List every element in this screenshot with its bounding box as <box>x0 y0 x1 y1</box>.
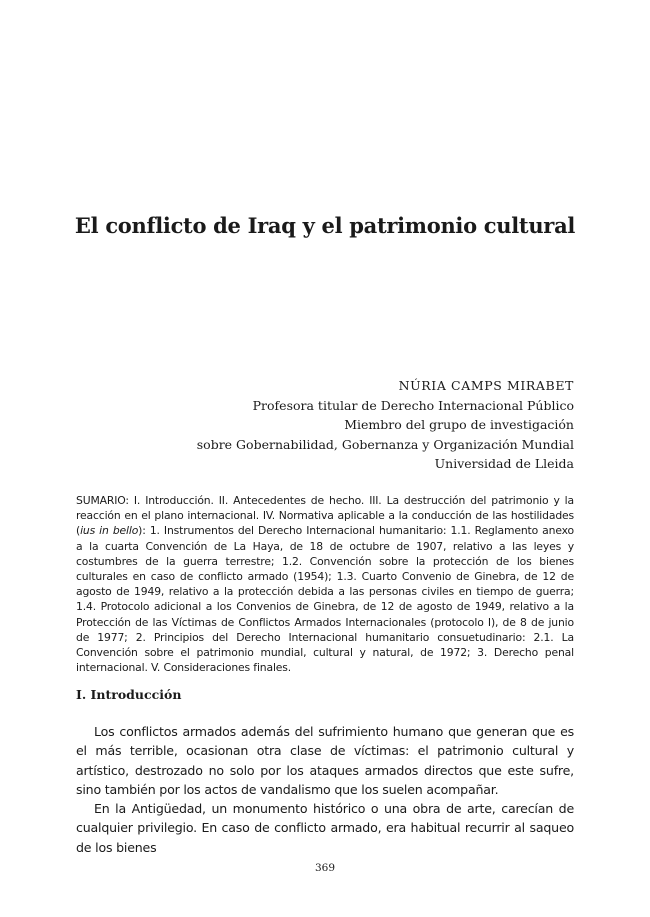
summary-italic-term: ius in bello <box>80 524 139 538</box>
summary-text: SUMARIO: I. Introducción. II. Antecedentes de hecho. III. La destrucción del patrimonio y la reacción en el plano internacional. IV. Normativa aplicable a la conducción de las hostilidades ( <box>76 494 574 538</box>
author-affiliation-line: sobre Gobernabilidad, Gobernanza y Organización Mundial <box>196 436 574 452</box>
section-body <box>76 722 574 857</box>
author-affiliation-line: Miembro del grupo de investigación <box>344 417 574 433</box>
author-block <box>197 376 574 474</box>
summary-text: ): 1. Instrumentos del Derecho Internacional humanitario: 1.1. Reglamento anexo a la cuarta Convención de La Haya, de 18 de octubre de 1907, relativo a las leyes y costumbres de la guerra terrestre; 1.2. Convención sobre la protección de los bienes culturales en caso de conflicto armado (1954); 1.3. Cuarto Convenio de Ginebra, de 12 de agosto de 1949, relativo a la protección debida a las personas civiles en tiempo de guerra; 1.4. Protocolo adicional a los Convenios de Ginebra, de 12 de agosto de 1949, relativo a la Protección de las Víctimas de Conflictos Armados Internacionales (protocolo I), de 8 de junio de 1977; 2. Principios del Derecho Internacional humanitario consuetudinario: 2.1. La Convención sobre el patrimonio mundial, cultural y natural, de 1972; 3. Derecho penal internacional. V. Consideraciones finales. <box>76 524 574 675</box>
author-affiliation-line: Universidad de Lleida <box>434 456 574 472</box>
body-paragraph: Los conflictos armados además del sufrimiento humano que generan que es el más terrible, ocasionan otra clase de víctimas: el patrimonio cultural y artístico, destrozado no solo por los ataques armados directos que este sufre, sino también por los actos de vandalismo que los suelen acompañar. <box>76 724 574 797</box>
body-paragraph: En la Antigüedad, un monumento histórico o una obra de arte, carecían de cualquier privilegio. En caso de conflicto armado, era habitual recurrir al saqueo de los bienes <box>76 801 574 855</box>
article-summary <box>76 493 574 675</box>
author-name: NÚRIA CAMPS MIRABET <box>398 378 574 393</box>
section-heading: I. Introducción <box>76 687 182 702</box>
author-affiliation-line: Profesora titular de Derecho Internacional Público <box>252 397 574 413</box>
article-title: El conflicto de Iraq y el patrimonio cultural <box>74 213 576 238</box>
page-number: 369 <box>314 862 336 874</box>
